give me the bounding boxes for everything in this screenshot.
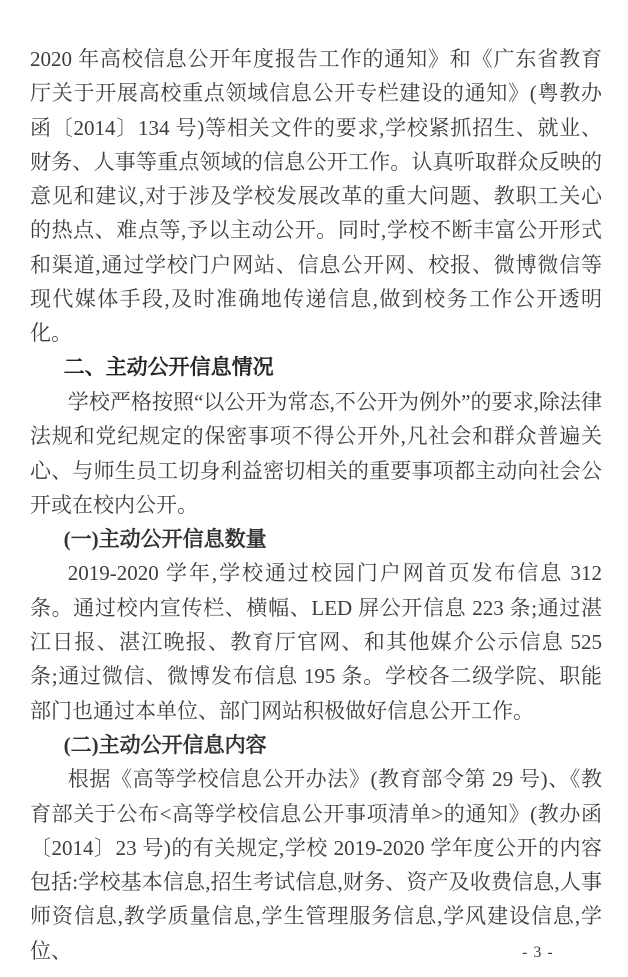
- page-number: - 3 -: [522, 944, 554, 961]
- paragraph: 2019-2020 学年,学校通过校园门户网首页发布信息 312 条。通过校内宣传栏、横幅、LED 屏公开信息 223 条;通过湛江日报、湛江晚报、教育厅官网、和其他媒介公示信息 525 条;通过微信、微博发布信息 195 条。学校各二级学院、职能部门也通过本单位、部门网站积极做好信息公开工作。: [30, 561, 602, 723]
- paragraph: 根据《高等学校信息公开办法》(教育部令第 29 号)、《教育部关于公布<高等学校信息公开事项清单>的通知》(教办函〔2014〕23 号)的有关规定,学校 2019-2020 学年度公开的内容包括:学校基本信息,招生考试信息,财务、资产及收费信息,人事师资信息,教学质量信息,学生管理服务信息,学风建设信息,学位、: [30, 767, 602, 963]
- paragraph: 2020 年高校信息公开年度报告工作的通知》和《广东省教育厅关于开展高校重点领域信息公开专栏建设的通知》(粤教办函〔2014〕134 号)等相关文件的要求,学校紧抓招生、就业、财务、人事等重点领域的信息公开工作。认真听取群众反映的意见和建议,对于涉及学校发展改革的重大问题、教职工关心的热点、难点等,予以主动公开。同时,学校不断丰富公开形式和渠道,通过学校门户网站、信息公开网、校报、微博微信等现代媒体手段,及时准确地传递信息,做到校务工作公开透明化。: [30, 47, 602, 346]
- heading-sub: (一)主动公开信息数量: [63, 527, 267, 552]
- document-body: [30, 42, 602, 968]
- heading-sub: (二)主动公开信息内容: [63, 732, 267, 757]
- paragraph: 学校严格按照“以公开为常态,不公开为例外”的要求,除法律法规和党纪规定的保密事项不得公开外,凡社会和群众普遍关心、与师生员工切身利益密切相关的重要事项都主动向社会公开或在校内公开。: [30, 389, 602, 517]
- heading-major: 二、主动公开信息情况: [63, 355, 274, 379]
